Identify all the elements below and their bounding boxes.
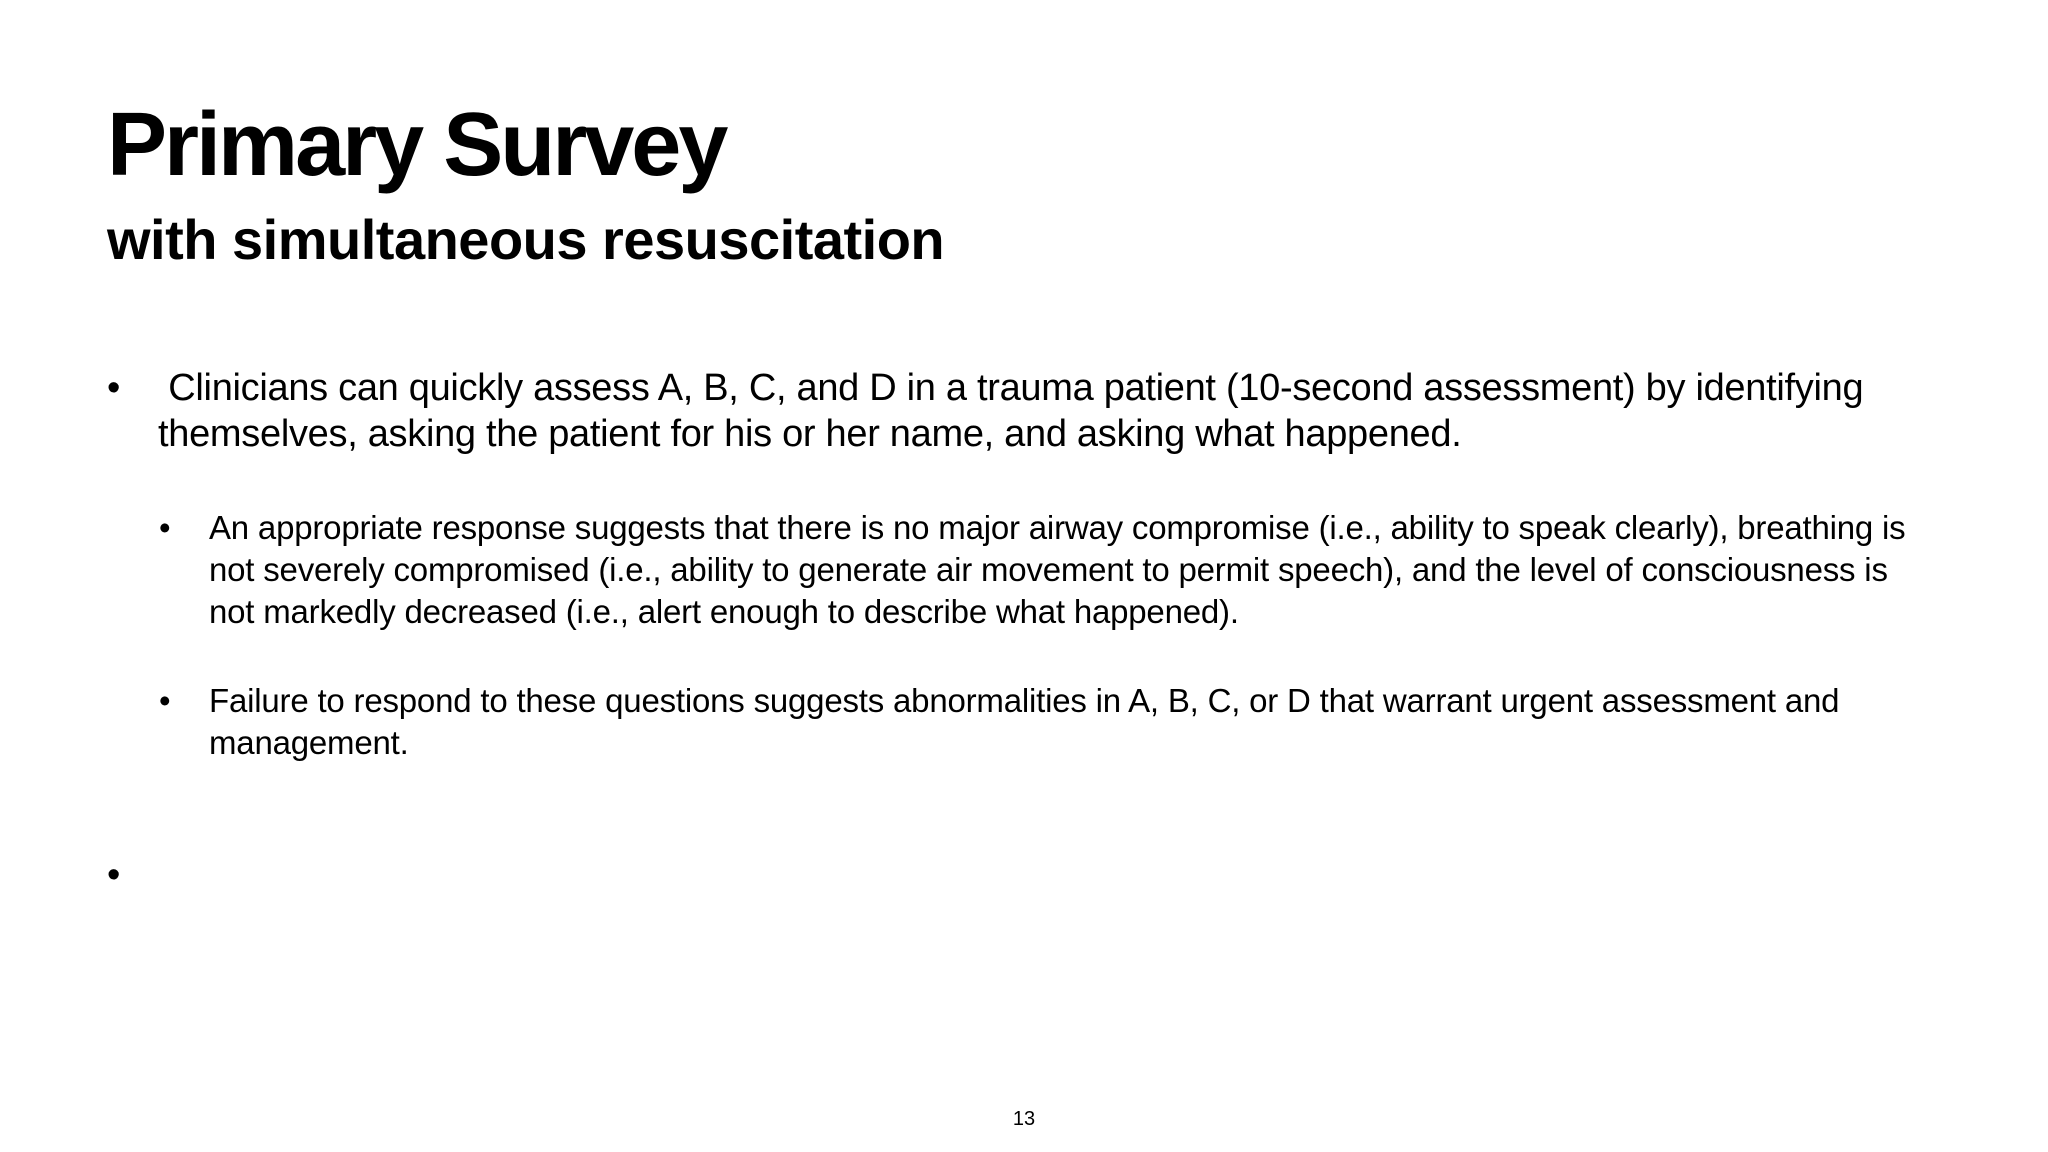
slide-subtitle: with simultaneous resuscitation <box>107 208 945 271</box>
sub-bullet-item <box>159 507 1929 633</box>
page-number: 13 <box>1012 1108 1036 1130</box>
sub-bullet-item <box>159 680 1929 764</box>
bullet-text: Clinicians can quickly assess A, B, C, and D in a trauma patient (10-second assessment) by identifying themselves, asking the patient for his or her name, and asking what happened. <box>158 367 1874 455</box>
sub-bullet-marker: • <box>159 682 171 719</box>
bullet-item <box>107 365 1907 457</box>
slide-title: Primary Survey <box>107 95 726 195</box>
bullet-marker: • <box>107 367 121 409</box>
sub-bullet-text: Failure to respond to these questions suggests abnormalities in A, B, C, or D that warrant urgent assessment and management. <box>209 682 1840 761</box>
sub-bullet-marker: • <box>159 509 171 546</box>
bullet-marker: • <box>107 854 121 896</box>
sub-bullet-text: An appropriate response suggests that there is no major airway compromise (i.e., ability to speak clearly), breathing is not severely compromised (i.e., ability to generate air movement to permit speech), and the level of consciousness is not markedly decreased (i.e., alert enough to describe what happened). <box>209 509 1906 630</box>
